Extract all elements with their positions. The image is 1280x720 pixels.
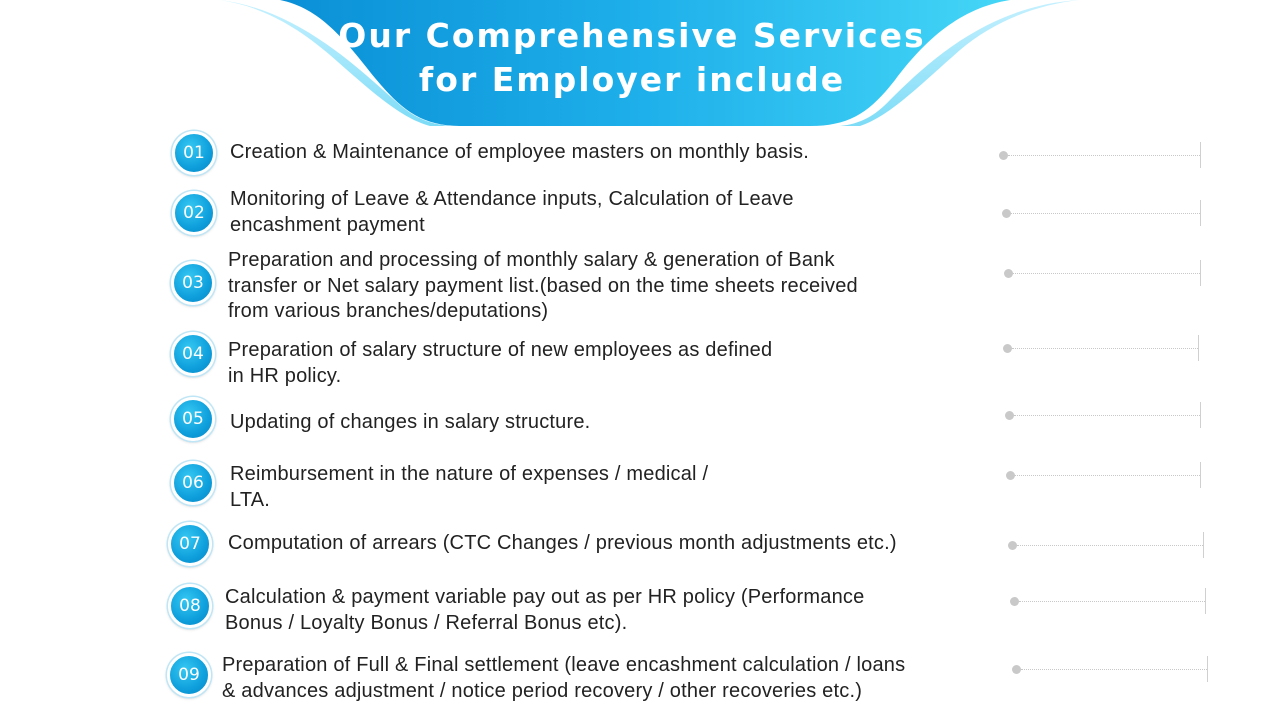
item-number-badge: 01	[172, 131, 216, 175]
list-item-line: LTA.	[230, 488, 271, 511]
item-number-badge: 02	[172, 191, 216, 235]
item-connector	[1004, 260, 1201, 286]
list-item-line: Calculation & payment variable pay out as per HR policy (Performance	[225, 586, 865, 608]
list-item-text	[230, 410, 590, 436]
list-item-text	[225, 585, 864, 636]
list-item-text	[228, 531, 897, 557]
list-item-text	[222, 653, 905, 704]
list-item-line: encashment payment	[230, 213, 425, 236]
list-item-line: Computation of arrears (CTC Changes / previous month adjustments etc.)	[228, 532, 897, 554]
list-item-line: & advances adjustment / notice period recovery / other recoveries etc.)	[222, 679, 863, 702]
item-number-badge: 09	[167, 653, 211, 697]
list-item-line: Updating of changes in salary structure.	[230, 411, 591, 433]
item-connector	[1008, 532, 1204, 558]
list-item-text	[228, 338, 772, 389]
list-item-line: Preparation of Full & Final settlement (leave encashment calculation / loans	[222, 654, 906, 676]
list-item-text	[230, 140, 809, 166]
item-connector	[1012, 656, 1208, 682]
item-connector	[1005, 402, 1201, 428]
list-item-line: transfer or Net salary payment list.(based on the time sheets received	[228, 274, 858, 297]
item-connector	[1002, 200, 1201, 226]
item-connector	[999, 142, 1201, 168]
item-connector	[1003, 335, 1199, 361]
list-item-line: Preparation of salary structure of new employees as defined	[228, 339, 773, 361]
list-item-line: Preparation and processing of monthly salary & generation of Bank	[228, 249, 835, 271]
list-item-line: Bonus / Loyalty Bonus / Referral Bonus etc).	[225, 611, 628, 634]
item-number-badge: 07	[168, 522, 212, 566]
item-connector	[1006, 462, 1201, 488]
item-number-badge: 06	[171, 461, 215, 505]
list-item-text	[228, 248, 858, 325]
list-item-line: from various branches/deputations)	[228, 300, 549, 322]
list-item-text	[230, 187, 794, 238]
list-item-line: Creation & Maintenance of employee masters on monthly basis.	[230, 141, 809, 163]
list-item-text	[230, 462, 708, 513]
page-title-line-2: for Employer include	[418, 60, 846, 99]
list-item-line: Reimbursement in the nature of expenses / medical /	[230, 463, 709, 485]
item-number-badge: 04	[171, 332, 215, 376]
item-number-badge: 08	[168, 584, 212, 628]
list-item-line: in HR policy.	[228, 364, 342, 387]
item-connector	[1010, 588, 1206, 614]
list-item-line: Monitoring of Leave & Attendance inputs, Calculation of Leave	[230, 188, 794, 210]
item-number-badge: 05	[171, 397, 215, 441]
page-title-line-1: Our Comprehensive Services	[338, 16, 926, 55]
item-number-badge: 03	[171, 261, 215, 305]
